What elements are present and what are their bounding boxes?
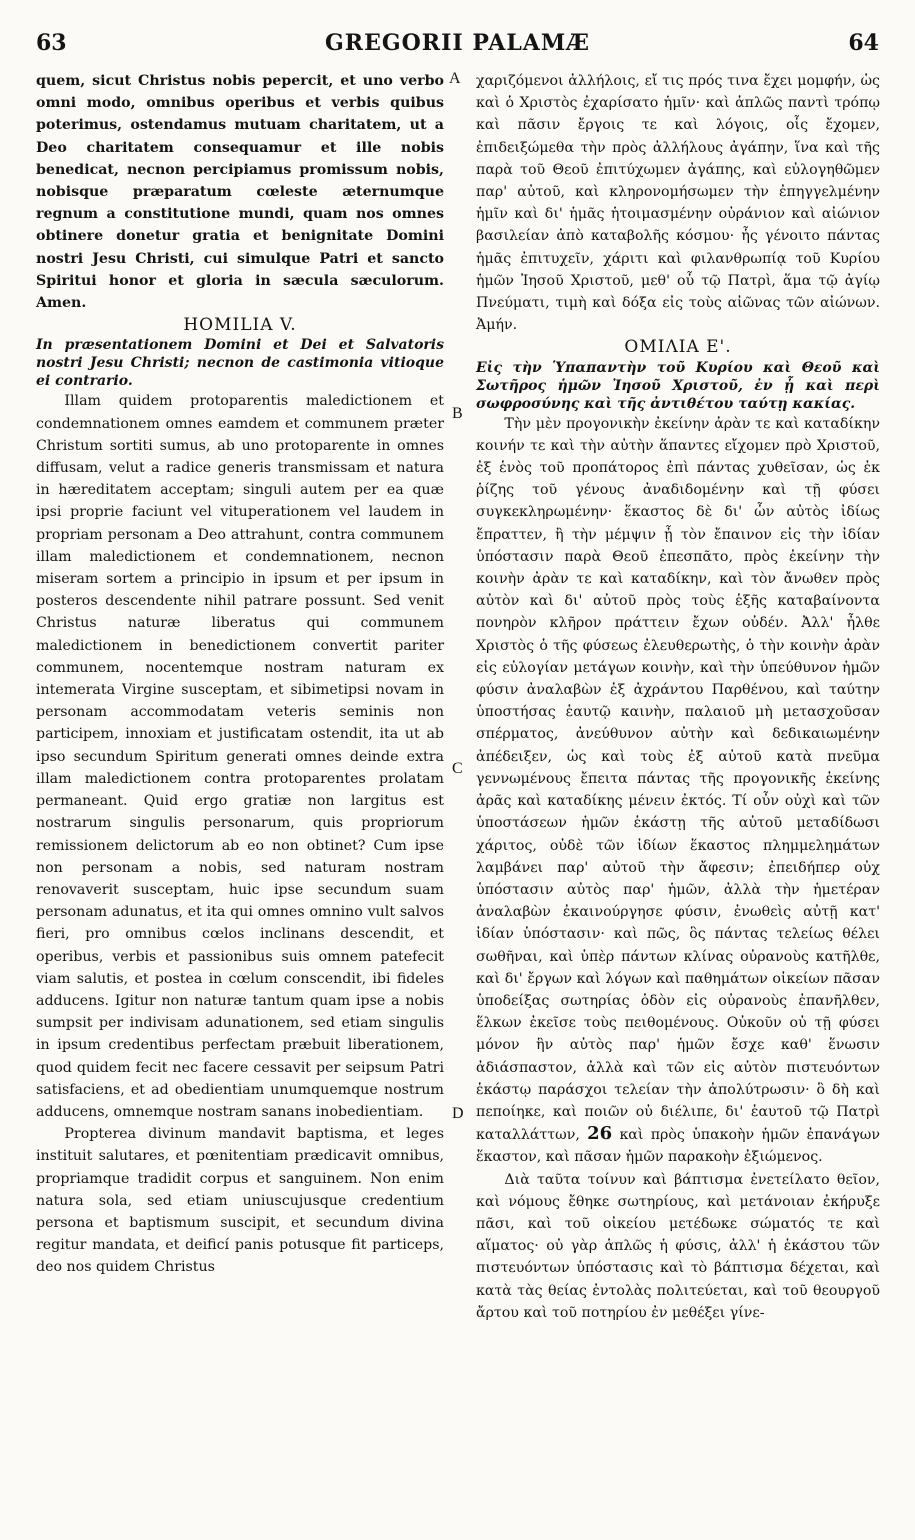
latin-column — [36, 70, 444, 1279]
running-header — [0, 30, 915, 70]
column-number: 26 — [587, 1123, 613, 1145]
latin-homily-subtitle: In præsentationem Domini et Dei et Salvatoris nostri Jesu Christi; necnon de castimonia vitioque ei contrario. — [36, 337, 444, 390]
margin-letter-c: C — [452, 760, 463, 777]
right-page-number: 64 — [848, 30, 879, 56]
greek-paragraph-1-text: Τὴν μὲν προγονικὴν ἐκείνην ἀρὰν τε καὶ καταδίκην κοινήν τε καὶ τὴν αὐτὴν ἅπαντες εἴχομεν πρὸ Χριστοῦ, ἐξ ἑνὸς τοῦ προπάτορος ἐπὶ πάντας χυθεῖσαν, ὡς ἐκ ῥίζης τοῦ γένους ἀναδιδομένην καὶ τῇ φύσει συγκεκληρωμένην· ἕκαστος δὲ δι' ὧν αὐτὸς ἰδίως ἔπραττεν, ἢ τὴν μέμψιν ᾖ τὸν ἔπαινον εἰς τὴν ἰδίαν ὑπόστασιν παρὰ Θεοῦ ἐπεσπᾶτο, πρὸς ἐκείνην τὴν κοινὴν ἀρὰν τε καὶ καταδίκην, καὶ τὸν ἄνωθεν πρὸς αὐτὸν καὶ δι' αὐτοῦ πρὸς τοὺς ἑξῆς καταβαίνοντα πονηρὸν κλῆρον πράττειν ἔχων οὐδέν. Ἀλλ' ἦλθε Χριστὸς ὁ τῆς φύσεως ἐλευθερωτὴς, ὁ τὴν κοινὴν ἀρὰν εἰς εὐλογίαν μετάγων κοινὴν, καὶ τὴν ὑπεύθυνον ἡμῶν φύσιν ἀναλαβὼν ἐξ ἀχράντου Παρθένου, καὶ ταύτην ὑποστήσας ἑαυτῷ καινὴν, παλαιοῦ μὴ μετασχοῦσαν σπέρματος, ἀνεύθυνον αὐτὴν καὶ δεδικαιωμένην ἀπέδειξεν, ὡς καὶ τοὺς ἐξ αὐτοῦ κατὰ πνεῦμα γεννωμένους ἔπειτα πάντας τῆς προγονικῆς ἐκείνης ἀρᾶς καὶ καταδίκης μένειν ἐκτός. Τί οὖν οὐχὶ καὶ τῶν ὑποστάσεων ἡμῶν ἑκάστῃ τῆς αὐτοῦ μεταδίδωσι χάριτος, οὐδὲ τῶν ἰδίων ἕκαστος πλημμελημάτων λαμβάνει παρ' αὐτοῦ τὴν ἄφεσιν; ἐπειδήπερ οὐχ ὑπόστασιν αὐτὸς παρ' ἡμῶν, ἀλλὰ τὴν ἡμετέραν ἀναλαβὼν ἐκαινούργησε φύσιν, ἑνωθεὶς αὐτῇ κατ' ἰδίαν ὑπόστασιν· καὶ πῶς, ὃς πάντας τελείως θέλει σωθῆναι, καὶ ὑπὲρ πάντων κλίνας οὐρανοὺς κατῆλθε, καὶ δι' ἔργων καὶ λόγων καὶ παθημάτων οἰκείων πᾶσαν ὑποδείξας σωτηρίας ὁδὸν εἰς οὐρανοὺς ἐπανῆλθεν, ἕλκων ἐκεῖσε τοὺς πειθομένους. Οὐκοῦν οὐ τῇ φύσει μόνον ἣν αὐτὸς παρ' ἡμῶν ἔσχε καθ' ἕνωσιν ἀδιάσπαστον, ἀλλὰ καὶ τῶν εἰς αὐτὸν πιστευόντων ἑκάστῳ παράσχοι τελείαν τὴν ἀπολύτρωσιν· ὃ δὴ καὶ πεποίηκε, καὶ ποιῶν οὐ διέλιπε, δι' ἑαυτοῦ τῷ Πατρὶ καταλλάττων, — [476, 415, 880, 1144]
greek-continuation: χαριζόμενοι ἀλλήλοις, εἴ τις πρός τινα ἔχει μομφήν, ὡς καὶ ὁ Χριστὸς ἐχαρίσατο ἡμῖν· καὶ ἁπλῶς παντὶ τρόπῳ καὶ πᾶσιν ἔργοις τε καὶ λόγοις, οἷς ἔχομεν, ἐπιδειξώμεθα τὴν πρὸς ἀλλήλους ἀγάπην, ἵνα καὶ τῆς παρὰ τοῦ Θεοῦ ἐπιτύχωμεν ἀγάπης, καὶ εὐλογηθῶμεν παρ' αὐτοῦ, καὶ κληρονομήσωμεν τὴν ἐπηγγελμένην ἡμῖν καὶ δι' ἡμᾶς ἡτοιμασμένην οὐράνιον καὶ αἰώνιον βασιλείαν ἀπὸ καταβολῆς κόσμου· ἧς γένοιτο πάντας ἡμᾶς ἐπιτυχεῖν, χάριτι καὶ φιλανθρωπίᾳ τοῦ Κυρίου ἡμῶν Ἰησοῦ Χριστοῦ, μεθ' οὗ τῷ Πατρὶ, ἅμα τῷ ἁγίῳ Πνεύματι, τιμὴ καὶ δόξα εἰς τοὺς αἰῶνας τῶν αἰώνων. Ἀμήν. — [476, 73, 880, 334]
running-title: GREGORII PALAMÆ — [325, 30, 590, 56]
greek-homily-subtitle: Εἰς τὴν Ὑπαπαντὴν τοῦ Κυρίου καὶ Θεοῦ καὶ Σωτῆρος ἡμῶν Ἰησοῦ Χριστοῦ, ἐν ᾗ καὶ περὶ σωφροσύνης καὶ τῆς ἀντιθέτου ταύτῃ κακίας. — [476, 359, 880, 412]
latin-paragraph-1: Illam quidem protoparentis maledictionem et condemnationem omnes eamdem et communem præter Christum sortiti sumus, ab uno protoparente in omnes diffusam, velut a radice generis transmissam et natura in hæreditatem acceptam; singuli autem per ea quæ ipsi proprie faciunt vel vituperationem vel laudem in propriam personam a Deo attrahunt, contra communem illam maledictionem et condemnationem, necnon miseram sortem a principio in ipsum et per ipsum in posteros descendente nihil patrare possunt. Sed venit Christus naturæ liberatus qui communem maledictionem in benedictionem convertit pariter communem, nocentemque nostram naturam ex intemerata Virgine susceptam, et sibimetipsi novam in personam accommodatam veteris seminis non participem, innoxiam et justificatam ostendit, ita ut ab ipso secundum Spiritum generati omnes deinde extra illam maledictionem contra protoparentes prolatam permaneant. Quid ergo gratiæ non largitus est nostrarum singulis personarum, quis propriorum remissionem delictorum ab eo non obtinet? Cum ipse non personam a nobis, sed naturam nostram renovaverit susceptam, huic ipse secundum suam personam adunatus, et ita qui omnes omnino vult salvos fieri, pro omnibus cœlos inclinans descendit, et operibus, verbis et passionibus suis omnem patefecit viam salutis, et postea in cœlum conscendit, ibi fideles adducens. Igitur non naturæ tantum quam ipse a nobis sumpsit per indivisam adunationem, sed etiam singulis in ipsum credentibus perfectam præbuit liberationem, quod quidem fecit nec facere cessavit per seipsum Patri satisfaciens, et ad obedientiam unumquemque nostrum adducens, omnemque nostram sanans inobedientiam. — [36, 393, 444, 1120]
margin-letter-a: A — [449, 70, 461, 87]
latin-paragraph-2: Propterea divinum mandavit baptisma, et leges instituit salutares, et pœnitentiam prædicavit omnibus, propriamque tradidit corpus et sanguinem. Non enim natura sola, sed etiam uniuscujusque credentium persona et baptismum suscipit, et secundum divina regitur mandata, et deificí panis potusque fit particeps, deo nos quidem Christus — [36, 1126, 444, 1276]
greek-paragraph-1 — [476, 413, 880, 1169]
greek-paragraph-1-end: καὶ πρὸς ὑπακοὴν ἡμῶν ἐπανάγων ἕκαστον, καὶ πᾶσαν ἡμῶν παρακοὴν ἐξιώμενος. — [476, 1127, 881, 1166]
margin-letter-b: B — [452, 405, 463, 422]
left-page-number: 63 — [36, 30, 67, 56]
greek-column — [476, 70, 880, 1324]
latin-continuation: quem, sicut Christus nobis pepercit, et uno verbo omni modo, omnibus operibus et verbis quibus poterimus, ostendamus mutuam charitatem, ut a Deo charitatem consequamur et ille nobis benedicat, necnon percipiamus promissum nobis, nobisque præparatum cœleste æternumque regnum a constitutione mundi, quam nos omnes obtinere donetur gratia et benignitate Domini nostri Jesu Christi, cui simulque Patri et sancto Spiritui honor et gloria in sæcula sæculorum. Amen. — [36, 73, 444, 312]
greek-paragraph-2: Διὰ ταῦτα τοίνυν καὶ βάπτισμα ἐνετείλατο θεῖον, καὶ νόμους ἔθηκε σωτηρίους, καὶ μετάνοιαν ἐκήρυξε πᾶσι, καὶ τοῦ οἰκείου μετέδωκε σώματός τε καὶ αἵματος· οὐ γὰρ ἁπλῶς ἡ φύσις, ἀλλ' ἡ ἑκάστου τῶν πιστευόντων ὑπόστασις καὶ τὸ βάπτισμα δέχεται, καὶ κατὰ τὰς θείας ἐντολὰς πολιτεύεται, καὶ τοῦ θεουργοῦ ἄρτου καὶ τοῦ ποτηρίου ἐν μεθέξει γίνε- — [476, 1171, 880, 1321]
greek-homily-heading: ΟΜΙΛΙΑ Ε'. — [624, 337, 732, 358]
latin-homily-heading: HOMILIA V. — [183, 315, 297, 336]
margin-letter-d: D — [452, 1105, 464, 1122]
